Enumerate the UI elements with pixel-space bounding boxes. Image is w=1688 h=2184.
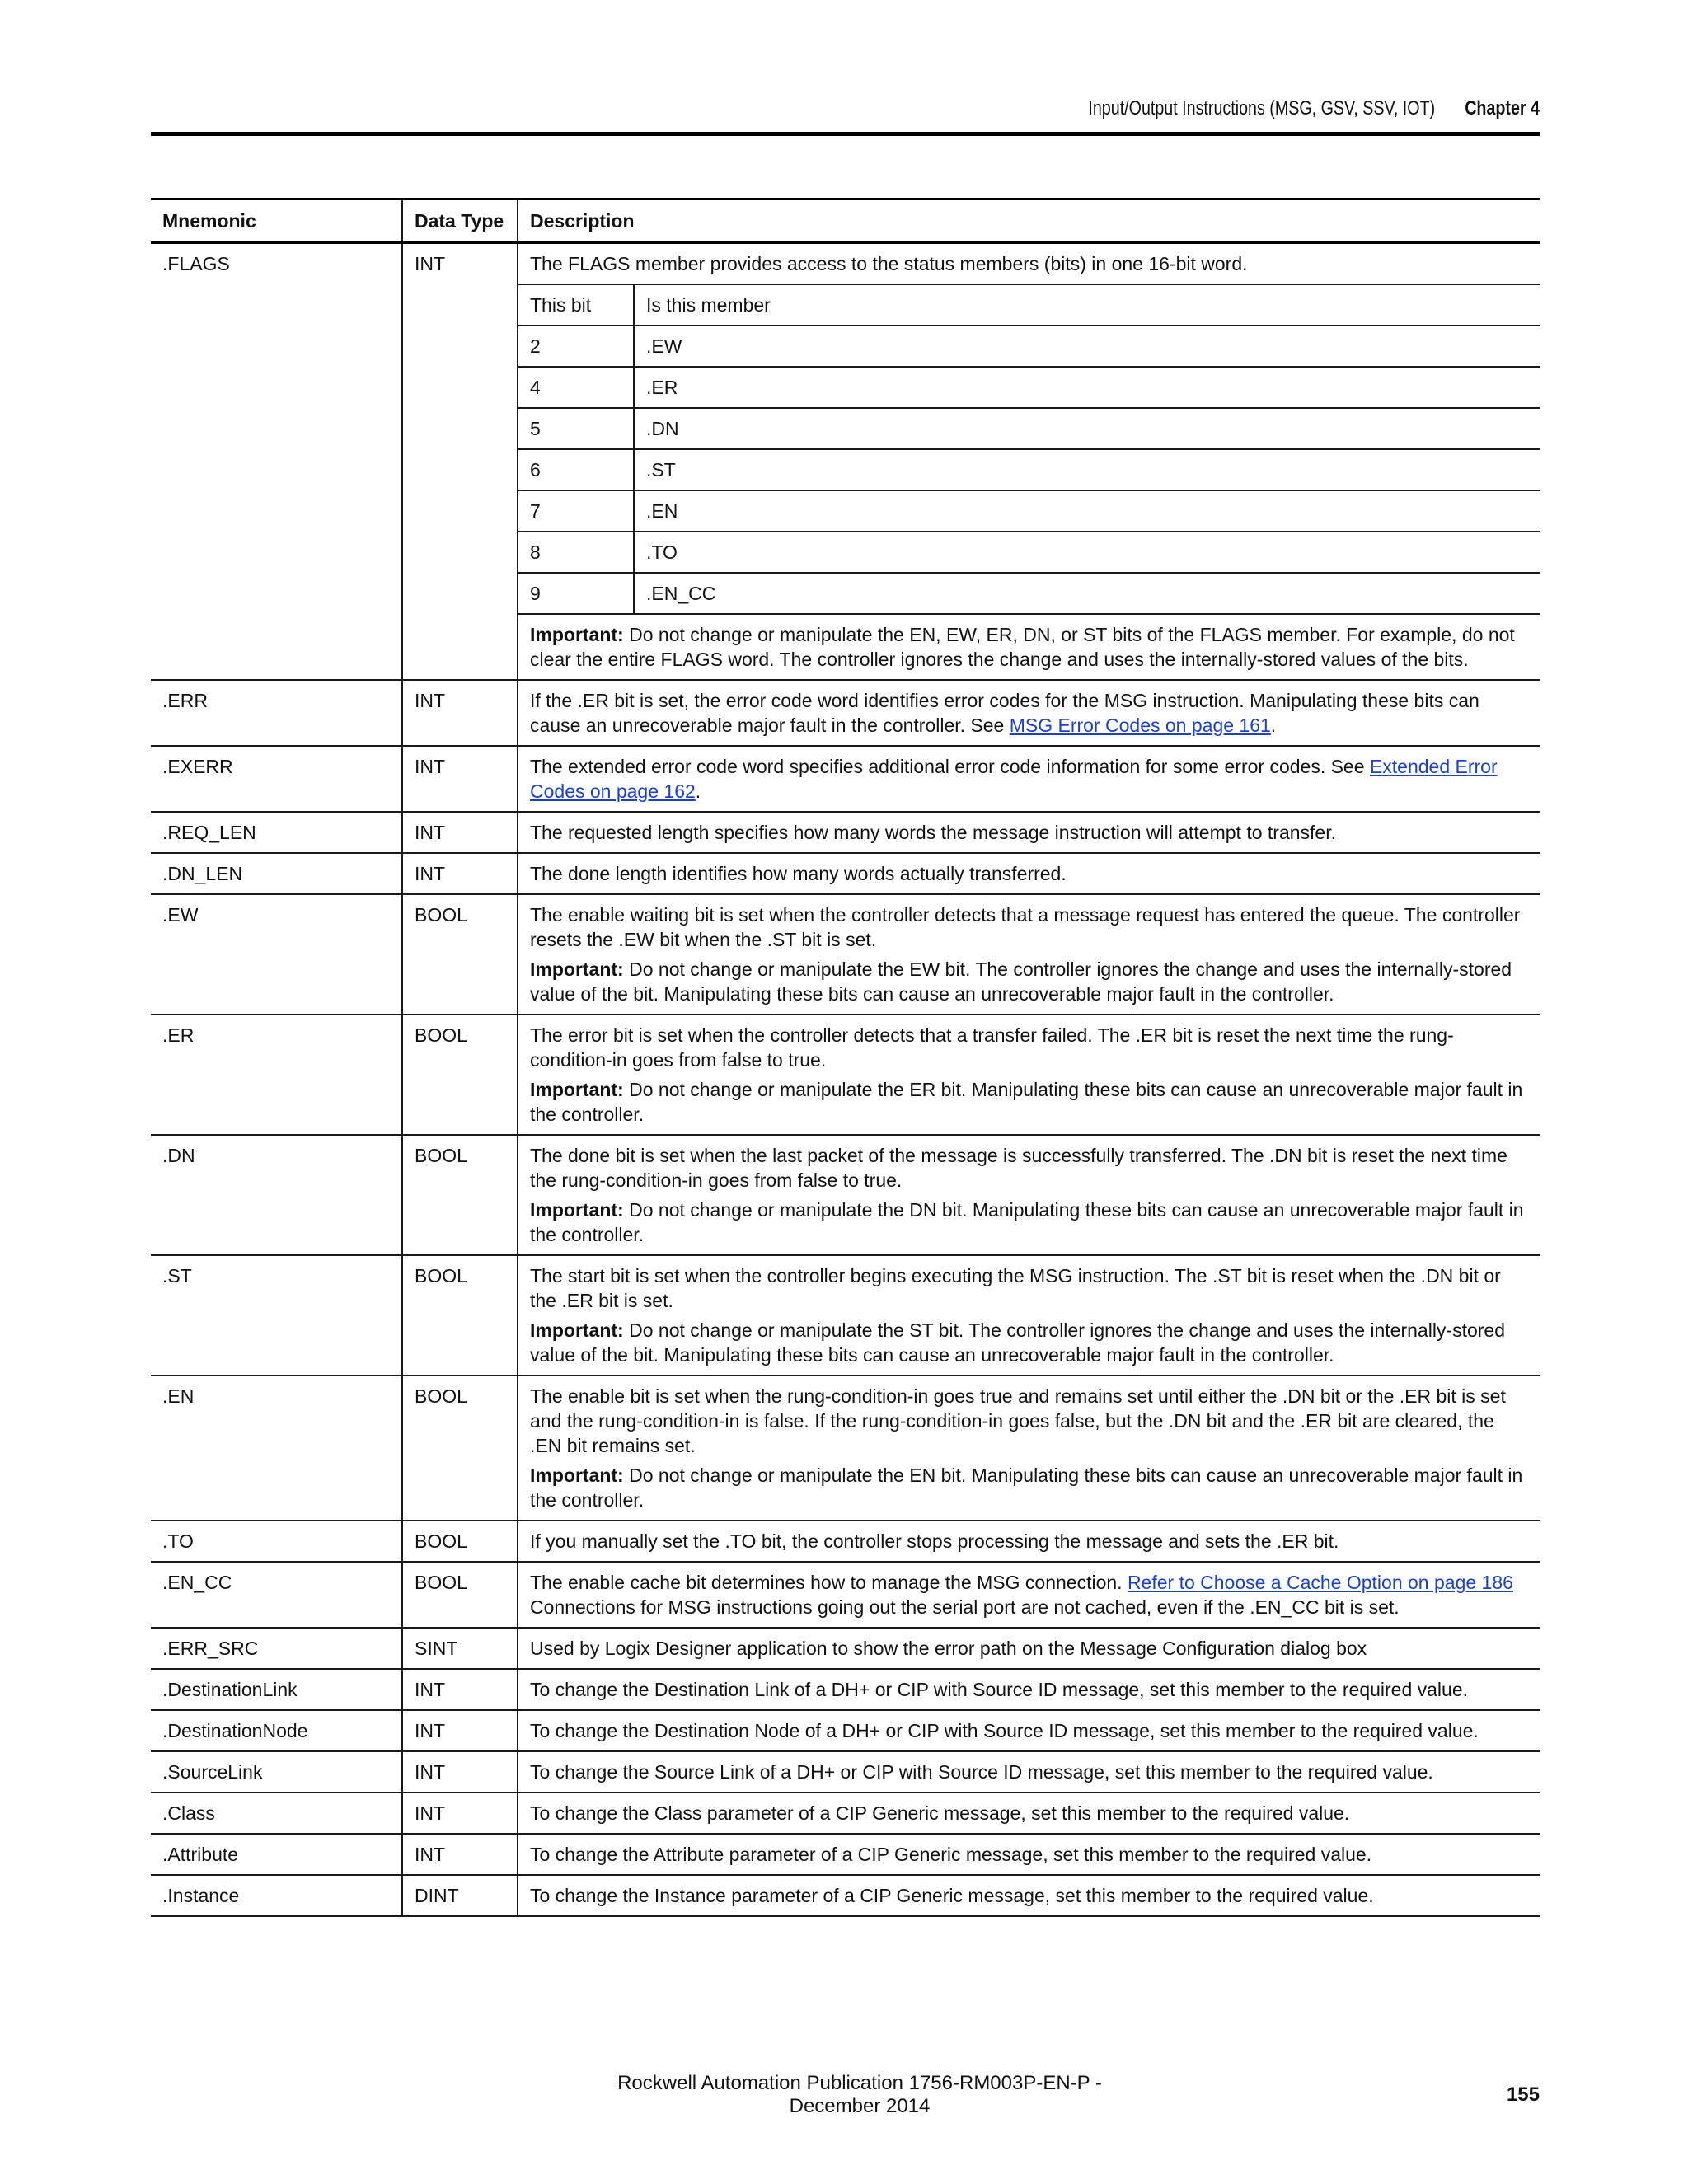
- data-type-cell: BOOL: [402, 1015, 518, 1135]
- important-label: Important:: [530, 1319, 624, 1341]
- description-cell: To change the Instance parameter of a CIP Generic message, set this member to the required value.: [518, 1875, 1540, 1916]
- bit-table-header: [518, 285, 1540, 326]
- table-row-err: [151, 680, 1540, 746]
- bit-header: This bit: [518, 285, 634, 326]
- important-label: Important:: [530, 1079, 624, 1100]
- mnemonic-cell: .ER: [151, 1015, 402, 1135]
- description-cell: The requested length specifies how many words the message instruction will attempt to transfer.: [518, 812, 1540, 853]
- data-type-cell: BOOL: [402, 1255, 518, 1376]
- data-type-cell: INT: [402, 812, 518, 853]
- description-text: The extended error code word specifies additional error code information for some error codes. See: [530, 756, 1370, 777]
- table-row-en: [151, 1376, 1540, 1521]
- table-row-destination-link: [151, 1669, 1540, 1710]
- table-row-source-link: [151, 1751, 1540, 1793]
- flags-important-note: [518, 615, 1540, 679]
- column-header-description: Description: [518, 199, 1540, 243]
- mnemonic-cell: .EN: [151, 1376, 402, 1521]
- bit-member: .EW: [634, 326, 1540, 367]
- bit-number: 2: [518, 326, 634, 367]
- important-text: Do not change or manipulate the ER bit. Manipulating these bits can cause an unrecoverable major fault in the controller.: [530, 1079, 1523, 1125]
- data-type-cell: INT: [402, 1669, 518, 1710]
- description-cell: To change the Destination Node of a DH+ or CIP with Source ID message, set this member to the required value.: [518, 1710, 1540, 1751]
- mnemonic-cell: .Instance: [151, 1875, 402, 1916]
- cache-option-link[interactable]: Refer to Choose a Cache Option on page 186: [1127, 1572, 1513, 1593]
- description-cell: [518, 680, 1540, 746]
- mnemonic-cell: .DestinationLink: [151, 1669, 402, 1710]
- header-title: Input/Output Instructions (MSG, GSV, SSV, IOT): [1088, 97, 1436, 120]
- mnemonic-cell: .EN_CC: [151, 1562, 402, 1628]
- member-header: Is this member: [634, 285, 1540, 326]
- description-cell: [518, 746, 1540, 812]
- column-header-data-type: Data Type: [402, 199, 518, 243]
- table-row-st: [151, 1255, 1540, 1376]
- flags-bit-table: [518, 285, 1540, 615]
- bit-number: 9: [518, 573, 634, 614]
- description-text: The enable waiting bit is set when the controller detects that a message request has entered the queue. The controller resets the .EW bit when the .ST bit is set.: [530, 904, 1521, 950]
- bit-member: .ST: [634, 449, 1540, 490]
- bit-row: [518, 573, 1540, 614]
- data-type-cell: SINT: [402, 1628, 518, 1669]
- header-rule: [151, 132, 1540, 136]
- description-after: .: [1270, 715, 1277, 736]
- important-label: Important:: [530, 1465, 624, 1486]
- bit-member: .ER: [634, 367, 1540, 408]
- data-type-cell: BOOL: [402, 1562, 518, 1628]
- data-type-cell: INT: [402, 680, 518, 746]
- data-type-cell: BOOL: [402, 1376, 518, 1521]
- mnemonic-cell: .Attribute: [151, 1834, 402, 1875]
- column-header-mnemonic: Mnemonic: [151, 199, 402, 243]
- important-label: Important:: [530, 1199, 624, 1221]
- mnemonic-cell: .ERR: [151, 680, 402, 746]
- description-cell: To change the Attribute parameter of a CIP Generic message, set this member to the required value.: [518, 1834, 1540, 1875]
- bit-row: [518, 449, 1540, 490]
- data-type-cell: INT: [402, 1834, 518, 1875]
- page-number: 155: [1506, 2083, 1540, 2106]
- table-row-attribute: [151, 1834, 1540, 1875]
- data-type-cell: INT: [402, 1710, 518, 1751]
- table-row-exerr: [151, 746, 1540, 812]
- bit-number: 6: [518, 449, 634, 490]
- data-type-cell: BOOL: [402, 1135, 518, 1255]
- description-after: Connections for MSG instructions going out the serial port are not cached, even if the .EN_CC bit is set.: [530, 1596, 1400, 1618]
- table-row-er: [151, 1015, 1540, 1135]
- important-note: [530, 1318, 1528, 1367]
- data-type-cell: INT: [402, 746, 518, 812]
- description-cell: If you manually set the .TO bit, the controller stops processing the message and sets the .ER bit.: [518, 1521, 1540, 1562]
- description-after: .: [695, 780, 701, 802]
- description-text: The enable bit is set when the rung-condition-in goes true and remains set until either the .DN bit or the .ER bit is set and the rung-condition-in is false. If the rung-condition-in goes false, but the .DN bit and the .ER bit are cleared, the .EN bit remains set.: [530, 1385, 1506, 1456]
- description-cell: The done length identifies how many words actually transferred.: [518, 853, 1540, 894]
- bit-number: 8: [518, 532, 634, 573]
- description-text: The done bit is set when the last packet of the message is successfully transferred. The .DN bit is reset the next time the rung-condition-in goes from false to true.: [530, 1145, 1507, 1191]
- page-footer: [151, 2072, 1540, 2117]
- publication-info: Rockwell Automation Publication 1756-RM003P-EN-P - December 2014: [617, 2072, 1102, 2117]
- table-header-row: [151, 199, 1540, 243]
- flags-intro: The FLAGS member provides access to the status members (bits) in one 16-bit word.: [518, 244, 1540, 285]
- description-cell: Used by Logix Designer application to show the error path on the Message Configuration dialog box: [518, 1628, 1540, 1669]
- table-row-instance: [151, 1875, 1540, 1916]
- mnemonic-cell: .EW: [151, 894, 402, 1015]
- bit-row: [518, 490, 1540, 532]
- page-header: [401, 92, 1540, 125]
- extended-error-codes-link[interactable]: Extended Error Codes on page 162: [530, 756, 1498, 802]
- data-type-cell: DINT: [402, 1875, 518, 1916]
- bit-row: [518, 532, 1540, 573]
- table-row-dn-len: [151, 853, 1540, 894]
- mnemonic-cell: .ST: [151, 1255, 402, 1376]
- important-note: [530, 1463, 1528, 1512]
- description-cell: [518, 1255, 1540, 1376]
- bit-number: 7: [518, 490, 634, 532]
- description-cell: To change the Destination Link of a DH+ or CIP with Source ID message, set this member to the required value.: [518, 1669, 1540, 1710]
- description-cell: [518, 1376, 1540, 1521]
- description-cell: [518, 243, 1540, 681]
- description-cell: [518, 1015, 1540, 1135]
- mnemonic-cell: .DestinationNode: [151, 1710, 402, 1751]
- table-row-class: [151, 1793, 1540, 1834]
- table-row-ew: [151, 894, 1540, 1015]
- table-row-dn: [151, 1135, 1540, 1255]
- data-type-cell: INT: [402, 1751, 518, 1793]
- data-type-cell: BOOL: [402, 894, 518, 1015]
- important-label: Important:: [530, 958, 624, 980]
- description-text: The error bit is set when the controller detects that a transfer failed. The .ER bit is reset the next time the rung-condition-in goes from false to true.: [530, 1024, 1454, 1071]
- bit-row: [518, 326, 1540, 367]
- description-cell: [518, 894, 1540, 1015]
- mnemonic-cell: .FLAGS: [151, 243, 402, 681]
- description-cell: [518, 1135, 1540, 1255]
- important-note: [530, 1197, 1528, 1247]
- table-row-to: [151, 1521, 1540, 1562]
- important-text: Do not change or manipulate the EN bit. Manipulating these bits can cause an unrecoverable major fault in the controller.: [530, 1465, 1523, 1511]
- mnemonic-cell: .ERR_SRC: [151, 1628, 402, 1669]
- important-text: Do not change or manipulate the EN, EW, ER, DN, or ST bits of the FLAGS member. For example, do not clear the entire FLAGS word. The controller ignores the change and uses the internally-stored values of the bits.: [530, 624, 1515, 670]
- important-text: Do not change or manipulate the DN bit. Manipulating these bits can cause an unrecoverable major fault in the controller.: [530, 1199, 1524, 1245]
- table-row-destination-node: [151, 1710, 1540, 1751]
- data-type-cell: INT: [402, 243, 518, 681]
- bit-row: [518, 408, 1540, 449]
- mnemonic-cell: .DN_LEN: [151, 853, 402, 894]
- table-row-err-src: [151, 1628, 1540, 1669]
- description-cell: [518, 1562, 1540, 1628]
- table-row-flags: [151, 243, 1540, 681]
- bit-number: 5: [518, 408, 634, 449]
- description-text: The start bit is set when the controller begins executing the MSG instruction. The .ST bit is reset when the .DN bit or the .ER bit is set.: [530, 1265, 1501, 1311]
- bit-member: .TO: [634, 532, 1540, 573]
- description-text: If the .ER bit is set, the error code word identifies error codes for the MSG instruction. Manipulating these bits can cause an unrecoverable major fault in the controller. See: [530, 690, 1479, 736]
- header-chapter: Chapter 4: [1465, 97, 1540, 120]
- mnemonic-cell: .REQ_LEN: [151, 812, 402, 853]
- table-row-req-len: [151, 812, 1540, 853]
- bit-row: [518, 367, 1540, 408]
- important-text: Do not change or manipulate the EW bit. The controller ignores the change and uses the internally-stored value of the bit. Manipulating these bits can cause an unrecoverable major fault in the controller.: [530, 958, 1512, 1005]
- bit-number: 4: [518, 367, 634, 408]
- important-label: Important:: [530, 624, 624, 645]
- mnemonic-cell: .TO: [151, 1521, 402, 1562]
- description-cell: To change the Class parameter of a CIP Generic message, set this member to the required value.: [518, 1793, 1540, 1834]
- bit-member: .EN_CC: [634, 573, 1540, 614]
- table-row-en-cc: [151, 1562, 1540, 1628]
- msg-error-codes-link[interactable]: MSG Error Codes on page 161: [1009, 715, 1271, 736]
- data-type-cell: INT: [402, 853, 518, 894]
- data-type-cell: INT: [402, 1793, 518, 1834]
- description-text: The enable cache bit determines how to manage the MSG connection.: [530, 1572, 1128, 1593]
- bit-member: .DN: [634, 408, 1540, 449]
- mnemonic-cell: .DN: [151, 1135, 402, 1255]
- important-note: [530, 1077, 1528, 1127]
- bit-member: .EN: [634, 490, 1540, 532]
- important-text: Do not change or manipulate the ST bit. The controller ignores the change and uses the internally-stored value of the bit. Manipulating these bits can cause an unrecoverable major fault in the controller.: [530, 1319, 1506, 1366]
- description-cell: To change the Source Link of a DH+ or CIP with Source ID message, set this member to the required value.: [518, 1751, 1540, 1793]
- data-type-cell: BOOL: [402, 1521, 518, 1562]
- member-table: [151, 198, 1540, 1917]
- mnemonic-cell: .EXERR: [151, 746, 402, 812]
- mnemonic-cell: .Class: [151, 1793, 402, 1834]
- important-note: [530, 957, 1528, 1006]
- mnemonic-cell: .SourceLink: [151, 1751, 402, 1793]
